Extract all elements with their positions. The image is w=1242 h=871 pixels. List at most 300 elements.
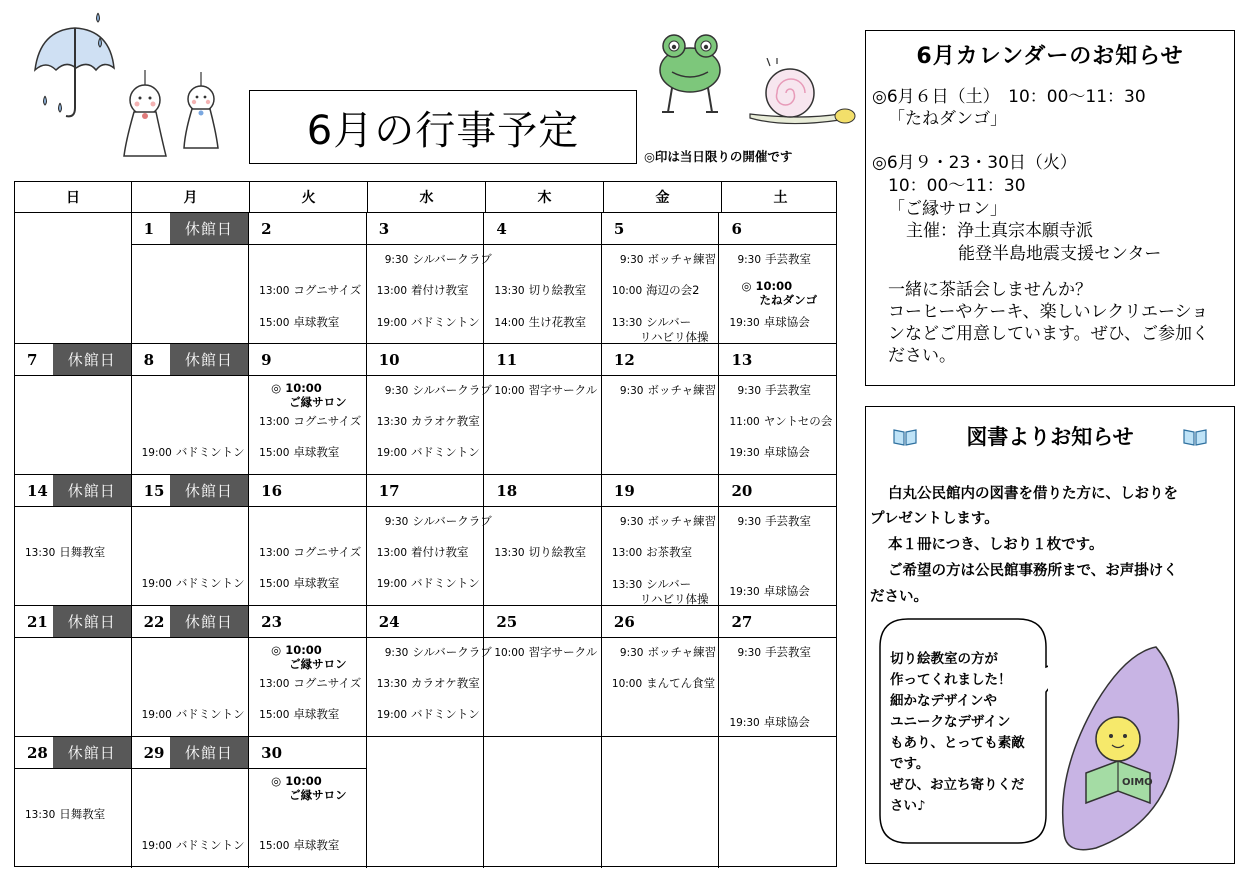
day-number: 23 <box>261 613 283 631</box>
frog-icon <box>650 30 730 115</box>
event-name: 日舞教室 <box>59 807 106 821</box>
event-name: 卓球教室 <box>293 838 340 852</box>
day-number: 3 <box>378 220 390 238</box>
day-number: 1 <box>143 220 155 238</box>
day-number: 13 <box>731 351 753 369</box>
day-header <box>484 475 601 507</box>
library-line: 白丸公民館内の図書を借りた方に、しおりを <box>888 486 1178 502</box>
bubble-line: ユニークなデザイン <box>890 714 1011 730</box>
calendar-day <box>484 344 602 474</box>
event-time: 11:00 <box>729 416 760 428</box>
day-header <box>132 475 249 507</box>
event <box>377 676 480 691</box>
day-header <box>132 606 249 638</box>
weekday-6: 土 <box>773 190 788 206</box>
library-notice-heading: 図書よりお知らせ <box>966 425 1134 449</box>
calendar-day <box>132 344 250 474</box>
event-name: 卓球教室 <box>293 445 340 459</box>
event <box>25 807 105 822</box>
day-number: 27 <box>731 613 753 631</box>
day-number: 17 <box>378 482 400 500</box>
day-header <box>484 606 601 638</box>
day-header <box>15 606 131 638</box>
calendar-notice <box>865 30 1235 386</box>
day-header <box>602 475 719 507</box>
day-number: 20 <box>731 482 753 500</box>
day-header <box>249 737 366 769</box>
calendar-day <box>719 737 836 868</box>
event-time: 13:00 <box>259 285 290 297</box>
day-number: 9 <box>261 351 272 369</box>
special-event-name: たねダンゴ <box>759 293 818 307</box>
event-name: ボッチャ練習 <box>647 645 717 659</box>
event-time: 14:00 <box>494 317 525 329</box>
teru-teru-bozu-icon <box>120 70 170 160</box>
bubble-line: です。 <box>890 756 930 772</box>
calendar-day <box>367 606 492 736</box>
event-name: シルバー <box>646 315 692 329</box>
day-header <box>15 737 131 769</box>
day-number: 22 <box>143 613 165 631</box>
calendar-day <box>484 606 602 736</box>
calendar-day <box>484 737 602 868</box>
event <box>494 383 597 398</box>
event-name: 海辺の会2 <box>646 283 700 297</box>
calendar-day <box>367 213 492 343</box>
event-name: お茶教室 <box>646 545 693 559</box>
event-time: 15:00 <box>259 840 290 852</box>
day-header <box>249 475 366 507</box>
day-header <box>367 475 484 507</box>
library-line: プレゼントします。 <box>870 511 999 527</box>
event <box>729 715 809 730</box>
calendar-day <box>602 475 720 605</box>
special-event-time: ◎ 10:00 <box>741 279 793 293</box>
event-name: バドミントン <box>411 315 480 329</box>
notice-line: ンなどご用意しています。ぜひ、ご参加く <box>888 324 1209 344</box>
event <box>259 707 339 722</box>
closed-badge: 休館日 <box>53 475 131 506</box>
event <box>494 283 586 298</box>
special-event <box>271 774 347 802</box>
event-time: 19:00 <box>376 447 407 459</box>
notice-line: 能登半島地震支援センター <box>958 244 1162 264</box>
calendar-day <box>249 475 367 605</box>
event-name: バドミントン <box>175 576 245 590</box>
event-time: 15:00 <box>259 578 290 590</box>
special-event-time: ◎ 10:00 <box>271 381 322 395</box>
notice-line: 主催：浄土真宗本願寺派 <box>906 221 1093 241</box>
event-name: ボッチャ練習 <box>647 383 717 397</box>
day-header <box>249 213 366 245</box>
closed-badge: 休館日 <box>53 606 131 637</box>
event <box>259 838 339 853</box>
event <box>377 545 469 560</box>
bubble-line: 切り絵教室の方が <box>890 651 998 667</box>
day-header <box>132 344 249 376</box>
event <box>620 252 716 267</box>
calendar-day <box>719 344 836 474</box>
day-number: 21 <box>27 613 48 631</box>
event-name: まんてん食堂 <box>646 676 716 690</box>
calendar-day <box>132 213 250 343</box>
event-time: 19:30 <box>729 317 760 329</box>
event <box>377 707 480 722</box>
library-line: ださい。 <box>870 589 928 605</box>
day-header <box>367 606 484 638</box>
event <box>142 576 245 591</box>
day-number: 4 <box>496 220 507 238</box>
event <box>729 584 809 599</box>
sweet-potato-character-icon <box>1056 643 1186 853</box>
special-event <box>741 279 817 307</box>
day-number: 26 <box>613 613 635 631</box>
event-time: 19:30 <box>729 447 760 459</box>
event-time: 19:00 <box>376 578 407 590</box>
day-header <box>719 606 836 638</box>
calendar-week <box>15 213 836 344</box>
event-name: 切り絵教室 <box>528 545 587 559</box>
event-name: カラオケ教室 <box>411 676 480 690</box>
event-name: 手芸教室 <box>765 645 812 659</box>
event-name: シルバークラブ <box>412 514 492 528</box>
event-time: 13:00 <box>376 547 407 559</box>
event <box>142 445 245 460</box>
day-number: 7 <box>27 351 38 369</box>
event-time: 13:30 <box>376 416 407 428</box>
event <box>737 514 811 529</box>
event <box>494 545 586 560</box>
event <box>259 315 339 330</box>
calendar-day <box>719 213 836 343</box>
event-name: バドミントン <box>411 445 480 459</box>
calendar-day <box>367 344 492 474</box>
calendar-day <box>602 344 720 474</box>
event-name: バドミントン <box>175 707 245 721</box>
event <box>259 676 361 691</box>
calendar-day <box>602 213 720 343</box>
calendar-day <box>249 737 367 868</box>
event-name-line2: リハビリ体操 <box>639 330 709 344</box>
event <box>25 545 105 560</box>
special-event <box>271 643 347 671</box>
event-time: 13:00 <box>376 285 407 297</box>
special-event-name: ご縁サロン <box>289 788 347 802</box>
event-time: 10:00 <box>494 647 525 659</box>
event <box>494 315 586 330</box>
event-time: 9:30 <box>384 254 409 266</box>
special-event <box>271 381 347 409</box>
snail-icon <box>745 58 860 133</box>
calendar-day <box>132 475 250 605</box>
event <box>737 383 811 398</box>
day-header <box>602 606 719 638</box>
weekday-4: 木 <box>486 182 604 212</box>
event-time: 13:00 <box>259 416 290 428</box>
day-header <box>719 475 836 507</box>
event-name: 卓球協会 <box>763 445 810 459</box>
event <box>612 283 700 298</box>
day-number: 5 <box>613 220 625 238</box>
special-event-name: ご縁サロン <box>289 395 347 409</box>
day-header <box>132 737 249 769</box>
event <box>142 838 245 853</box>
calendar-day <box>15 344 132 474</box>
notice-line: 10：00～11：30 <box>888 176 1026 196</box>
library-line: 本１冊につき、しおり１枚です。 <box>888 537 1104 553</box>
event <box>612 676 715 691</box>
page-title: 6月の行事予定 <box>249 90 637 164</box>
event <box>259 545 361 560</box>
closed-badge: 休館日 <box>170 344 249 375</box>
event-time: 9:30 <box>619 647 644 659</box>
day-number: 24 <box>378 613 400 631</box>
day-number: 30 <box>261 744 283 762</box>
day-number: 25 <box>496 613 518 631</box>
calendar-day <box>249 606 367 736</box>
event <box>612 545 692 560</box>
event-time: 13:30 <box>611 579 643 591</box>
calendar-day <box>15 737 132 868</box>
event-name: コグニサイズ <box>293 414 362 428</box>
event-time: 19:00 <box>141 578 172 590</box>
calendar-day <box>249 213 367 343</box>
event-name-line2: リハビリ体操 <box>639 592 709 606</box>
event-name: シルバークラブ <box>412 383 492 397</box>
event-time: 9:30 <box>619 385 644 397</box>
event-time: 13:30 <box>376 678 407 690</box>
calendar-day <box>367 475 492 605</box>
weekday-2: 火 <box>250 182 368 212</box>
event <box>142 707 245 722</box>
bubble-line: もあり、とっても素敵 <box>890 735 1025 751</box>
day-number: 28 <box>27 744 48 762</box>
event <box>377 445 480 460</box>
event-time: 15:00 <box>259 317 290 329</box>
umbrella-icon <box>30 8 115 128</box>
event-time: 19:00 <box>141 840 172 852</box>
day-number: 8 <box>143 351 155 369</box>
event-time: 10:00 <box>494 385 525 397</box>
calendar-day <box>484 213 602 343</box>
event-name: バドミントン <box>411 707 480 721</box>
closed-badge: 休館日 <box>170 606 249 637</box>
event-name: 卓球協会 <box>763 715 810 729</box>
day-header <box>602 213 719 245</box>
closed-badge: 休館日 <box>170 737 249 768</box>
event <box>385 383 492 398</box>
bubble-line: 細かなデザインや <box>890 693 998 709</box>
event-time: 19:30 <box>729 586 760 598</box>
event-time: 9:30 <box>384 516 409 528</box>
day-header <box>367 213 484 245</box>
event-time: 9:30 <box>619 516 644 528</box>
calendar-day <box>15 606 132 736</box>
day-number: 6 <box>731 220 742 238</box>
calendar-day <box>132 737 250 868</box>
day-number: 10 <box>378 351 400 369</box>
day-number: 29 <box>143 744 165 762</box>
event <box>385 252 492 267</box>
oimo-label: OIMO <box>1122 777 1153 788</box>
notice-line: ◎6月６日（土） 10：00～11：30 <box>872 87 1146 107</box>
day-number: 19 <box>613 482 635 500</box>
event <box>737 252 811 267</box>
notice-line: ださい。 <box>888 346 956 366</box>
event-time: 9:30 <box>619 254 644 266</box>
event <box>612 577 709 606</box>
event <box>737 645 811 660</box>
bubble-line: ぜひ、お立ち寄りくだ <box>890 777 1025 793</box>
event <box>729 315 809 330</box>
notice-line: 「たねダンゴ」 <box>888 109 1008 129</box>
notice-line: ◎6月９・23・30日（火） <box>872 153 1077 173</box>
calendar-notice-heading: 6月カレンダーのお知らせ <box>916 44 1184 69</box>
calendar-week <box>15 475 836 606</box>
event-time: 9:30 <box>737 254 762 266</box>
event-name: 着付け教室 <box>411 283 469 297</box>
event-name: コグニサイズ <box>293 545 362 559</box>
day-number: 18 <box>496 482 518 500</box>
event <box>377 315 480 330</box>
event <box>259 283 361 298</box>
event-name: 卓球教室 <box>293 315 340 329</box>
day-number: 16 <box>261 482 283 500</box>
calendar-day <box>719 606 836 736</box>
event <box>385 514 492 529</box>
calendar-day <box>15 213 132 343</box>
notice-line: 「ご縁サロン」 <box>888 199 1007 219</box>
event <box>620 514 716 529</box>
event <box>494 645 597 660</box>
calendar-day <box>367 737 485 868</box>
day-number: 14 <box>27 482 48 500</box>
day-number: 15 <box>143 482 165 500</box>
event-time: 19:00 <box>141 709 172 721</box>
event-time: 13:00 <box>259 547 290 559</box>
day-header <box>719 344 836 376</box>
event-name: 生け花教室 <box>528 315 587 329</box>
event-time: 13:30 <box>494 285 525 297</box>
calendar-day <box>249 344 367 474</box>
day-header <box>719 213 836 245</box>
event <box>377 576 480 591</box>
calendar-grid <box>14 181 837 867</box>
event-name: 手芸教室 <box>765 514 812 528</box>
event-time: 9:30 <box>737 647 762 659</box>
event-name: カラオケ教室 <box>411 414 480 428</box>
event-name: シルバークラブ <box>412 645 492 659</box>
closed-badge: 休館日 <box>53 737 131 768</box>
event-name: 日舞教室 <box>59 545 106 559</box>
event-time: 13:00 <box>259 678 290 690</box>
library-notice <box>865 406 1235 864</box>
event-time: 19:30 <box>729 717 760 729</box>
event-name: 切り絵教室 <box>528 283 587 297</box>
day-number: 11 <box>496 351 518 369</box>
day-header <box>602 344 719 376</box>
day-header <box>15 475 131 507</box>
event-time: 13:30 <box>494 547 525 559</box>
event-name: コグニサイズ <box>293 676 362 690</box>
event-name: ボッチャ練習 <box>647 514 717 528</box>
weekday-3: 水 <box>368 182 486 212</box>
day-number: 12 <box>613 351 635 369</box>
library-line: ご希望の方は公民館事務所まで、お声掛けく <box>888 563 1178 579</box>
day-header <box>367 344 484 376</box>
special-event-time: ◎ 10:00 <box>271 774 322 788</box>
event-time: 9:30 <box>737 516 762 528</box>
calendar-day <box>602 737 720 868</box>
event <box>377 414 480 429</box>
event-time: 13:30 <box>611 317 643 329</box>
event <box>259 576 339 591</box>
event <box>259 414 361 429</box>
event-time: 9:30 <box>384 385 409 397</box>
event-time: 13:30 <box>25 809 56 821</box>
event <box>612 315 709 344</box>
special-event-name: ご縁サロン <box>289 657 347 671</box>
event-time: 9:30 <box>737 385 762 397</box>
bubble-line: 作ってくれました！ <box>890 672 1012 688</box>
event-time: 19:00 <box>376 317 407 329</box>
event-name: コグニサイズ <box>293 283 362 297</box>
event-name: バドミントン <box>175 445 245 459</box>
calendar-day <box>15 475 132 605</box>
event <box>620 383 716 398</box>
event-name: 卓球教室 <box>293 576 340 590</box>
event <box>377 283 469 298</box>
event <box>729 445 809 460</box>
day-header <box>249 344 366 376</box>
event-name: 手芸教室 <box>765 252 812 266</box>
notice-line: 一緒に茶話会しませんか？ <box>888 280 1092 300</box>
event-time: 10:00 <box>611 285 643 297</box>
event-time: 13:30 <box>25 547 56 559</box>
calendar-week <box>15 737 836 868</box>
calendar-week <box>15 606 836 737</box>
event-time: 15:00 <box>259 709 290 721</box>
event <box>385 645 492 660</box>
day-header <box>484 344 601 376</box>
event-time: 13:00 <box>611 547 643 559</box>
event-name: バドミントン <box>175 838 245 852</box>
event-name: シルバークラブ <box>412 252 492 266</box>
day-header <box>15 344 131 376</box>
calendar-day <box>132 606 250 736</box>
event-time: 15:00 <box>259 447 290 459</box>
calendar-day <box>602 606 720 736</box>
day-header <box>249 606 366 638</box>
event-name: 習字サークル <box>528 383 598 397</box>
calendar-day <box>484 475 602 605</box>
event <box>729 414 832 429</box>
day-header <box>132 213 249 245</box>
event-name: ヤントセの会 <box>763 414 833 428</box>
event-name: 卓球協会 <box>763 584 810 598</box>
event-name: 卓球教室 <box>293 707 340 721</box>
event-time: 10:00 <box>611 678 643 690</box>
closed-badge: 休館日 <box>170 213 249 244</box>
day-header <box>484 213 601 245</box>
closed-badge: 休館日 <box>170 475 249 506</box>
calendar-week <box>15 344 836 475</box>
calendar-day <box>719 475 836 605</box>
teru-teru-bozu-icon <box>180 72 222 152</box>
weekday-1: 月 <box>132 182 250 212</box>
weekday-header <box>15 182 836 213</box>
event-time: 19:00 <box>141 447 172 459</box>
